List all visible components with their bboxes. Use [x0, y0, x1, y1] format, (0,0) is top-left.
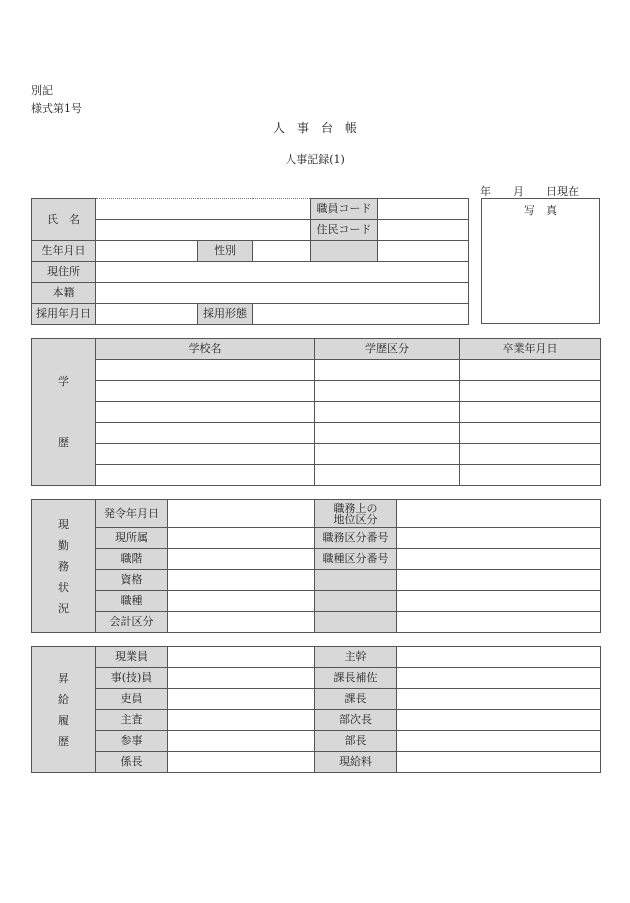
promotion-right-label: 部次長	[315, 710, 397, 731]
as-of-date: 年 月 日現在	[480, 185, 579, 198]
promotion-right-label: 現給料	[315, 752, 397, 773]
position-category-line1: 職務上の	[333, 501, 378, 515]
blank-cell	[378, 241, 469, 262]
staff-code-field[interactable]	[378, 199, 469, 220]
promotion-right-field[interactable]	[397, 668, 601, 689]
blank-cell	[397, 612, 601, 633]
blank-gray-cell	[311, 241, 378, 262]
job-code-field[interactable]	[397, 549, 601, 570]
resident-code-label: 住民コード	[311, 220, 378, 241]
side-char: 現	[58, 517, 69, 531]
blank-gray-cell	[315, 591, 397, 612]
current-dept-field[interactable]	[168, 528, 315, 549]
name-field[interactable]	[96, 199, 311, 220]
side-char: 給	[58, 692, 69, 706]
staff-code-label: 職員コード	[311, 199, 378, 220]
note-label: 別記	[31, 84, 53, 97]
promotion-right-field[interactable]	[397, 647, 601, 668]
position-category-line2: 地位区分	[333, 512, 378, 526]
basic-info-table	[31, 198, 469, 325]
side-char: 履	[58, 713, 69, 727]
promotion-left-field[interactable]	[168, 731, 315, 752]
birth-date-label: 生年月日	[32, 241, 96, 262]
side-char: 務	[58, 559, 69, 573]
education-side-label	[32, 339, 96, 486]
education-category-cell[interactable]	[315, 423, 460, 444]
position-category-label	[315, 500, 397, 528]
promotion-left-label: 現業員	[96, 647, 168, 668]
current-dept-label: 現所属	[96, 528, 168, 549]
promotion-side-label	[32, 647, 96, 773]
side-char: 勤	[58, 538, 69, 552]
school-name-cell[interactable]	[96, 465, 315, 486]
promotion-right-label: 主幹	[315, 647, 397, 668]
promotion-right-field[interactable]	[397, 689, 601, 710]
blank-cell	[397, 570, 601, 591]
resident-code-field[interactable]	[378, 220, 469, 241]
education-category-header: 学歴区分	[315, 339, 460, 360]
address-label: 現住所	[32, 262, 96, 283]
gender-field[interactable]	[253, 241, 311, 262]
school-name-cell[interactable]	[96, 444, 315, 465]
graduation-date-cell[interactable]	[460, 465, 601, 486]
graduation-date-cell[interactable]	[460, 381, 601, 402]
hire-date-field[interactable]	[96, 304, 198, 325]
education-category-cell[interactable]	[315, 402, 460, 423]
blank-cell	[397, 591, 601, 612]
promotion-left-label: 吏員	[96, 689, 168, 710]
appointment-date-label: 発令年月日	[96, 500, 168, 528]
side-char: 歴	[58, 734, 69, 748]
graduation-date-cell[interactable]	[460, 402, 601, 423]
photo-label: 写 真	[524, 204, 557, 217]
promotion-right-label: 課長補佐	[315, 668, 397, 689]
promotion-left-label: 係長	[96, 752, 168, 773]
side-char: 昇	[58, 671, 69, 685]
promotion-left-label: 参事	[96, 731, 168, 752]
promotion-left-label: 事(技)員	[96, 668, 168, 689]
school-name-cell[interactable]	[96, 423, 315, 444]
school-name-cell[interactable]	[96, 360, 315, 381]
graduation-date-cell[interactable]	[460, 360, 601, 381]
name-label: 氏 名	[32, 199, 96, 241]
page-subtitle: 人事記録(1)	[285, 153, 345, 166]
graduation-date-cell[interactable]	[460, 423, 601, 444]
job-code-label: 職種区分番号	[315, 549, 397, 570]
education-category-cell[interactable]	[315, 444, 460, 465]
qualification-field[interactable]	[168, 570, 315, 591]
appointment-date-field[interactable]	[168, 500, 315, 528]
education-table	[31, 338, 601, 486]
duty-code-label: 職務区分番号	[315, 528, 397, 549]
job-type-field[interactable]	[168, 591, 315, 612]
education-category-cell[interactable]	[315, 381, 460, 402]
side-char: 況	[58, 601, 69, 615]
promotion-right-label: 課長	[315, 689, 397, 710]
gender-label: 性別	[198, 241, 253, 262]
rank-label: 職階	[96, 549, 168, 570]
hire-type-label: 採用形態	[198, 304, 253, 325]
current-status-table	[31, 499, 601, 633]
education-side-top: 学	[58, 375, 69, 388]
accounting-label: 会計区分	[96, 612, 168, 633]
blank-gray-cell	[315, 570, 397, 591]
domicile-field[interactable]	[96, 283, 469, 304]
form-number: 様式第1号	[31, 102, 82, 115]
promotion-left-field[interactable]	[168, 647, 315, 668]
page-title: 人 事 台 帳	[272, 121, 357, 135]
promotion-left-field[interactable]	[168, 689, 315, 710]
hire-type-field[interactable]	[253, 304, 469, 325]
qualification-label: 資格	[96, 570, 168, 591]
duty-code-field[interactable]	[397, 528, 601, 549]
promotion-left-field[interactable]	[168, 710, 315, 731]
position-category-field[interactable]	[397, 500, 601, 528]
hire-date-label: 採用年月日	[32, 304, 96, 325]
promotion-history-table	[31, 646, 601, 773]
domicile-label: 本籍	[32, 283, 96, 304]
side-char: 状	[58, 580, 69, 594]
photo-box[interactable]	[481, 198, 600, 324]
promotion-right-field[interactable]	[397, 710, 601, 731]
promotion-right-label: 部長	[315, 731, 397, 752]
name-field-2[interactable]	[96, 220, 311, 241]
education-category-cell[interactable]	[315, 465, 460, 486]
accounting-field[interactable]	[168, 612, 315, 633]
promotion-left-field[interactable]	[168, 752, 315, 773]
rank-field[interactable]	[168, 549, 315, 570]
school-name-header: 学校名	[96, 339, 315, 360]
school-name-cell[interactable]	[96, 402, 315, 423]
current-status-side-label	[32, 500, 96, 633]
school-name-cell[interactable]	[96, 381, 315, 402]
promotion-right-field[interactable]	[397, 731, 601, 752]
promotion-right-field[interactable]	[397, 752, 601, 773]
education-category-cell[interactable]	[315, 360, 460, 381]
education-side-bottom: 歴	[58, 436, 69, 449]
promotion-left-label: 主査	[96, 710, 168, 731]
job-type-label: 職種	[96, 591, 168, 612]
graduation-date-header: 卒業年月日	[460, 339, 601, 360]
address-field[interactable]	[96, 262, 469, 283]
birth-date-field[interactable]	[96, 241, 198, 262]
graduation-date-cell[interactable]	[460, 444, 601, 465]
blank-gray-cell	[315, 612, 397, 633]
promotion-left-field[interactable]	[168, 668, 315, 689]
